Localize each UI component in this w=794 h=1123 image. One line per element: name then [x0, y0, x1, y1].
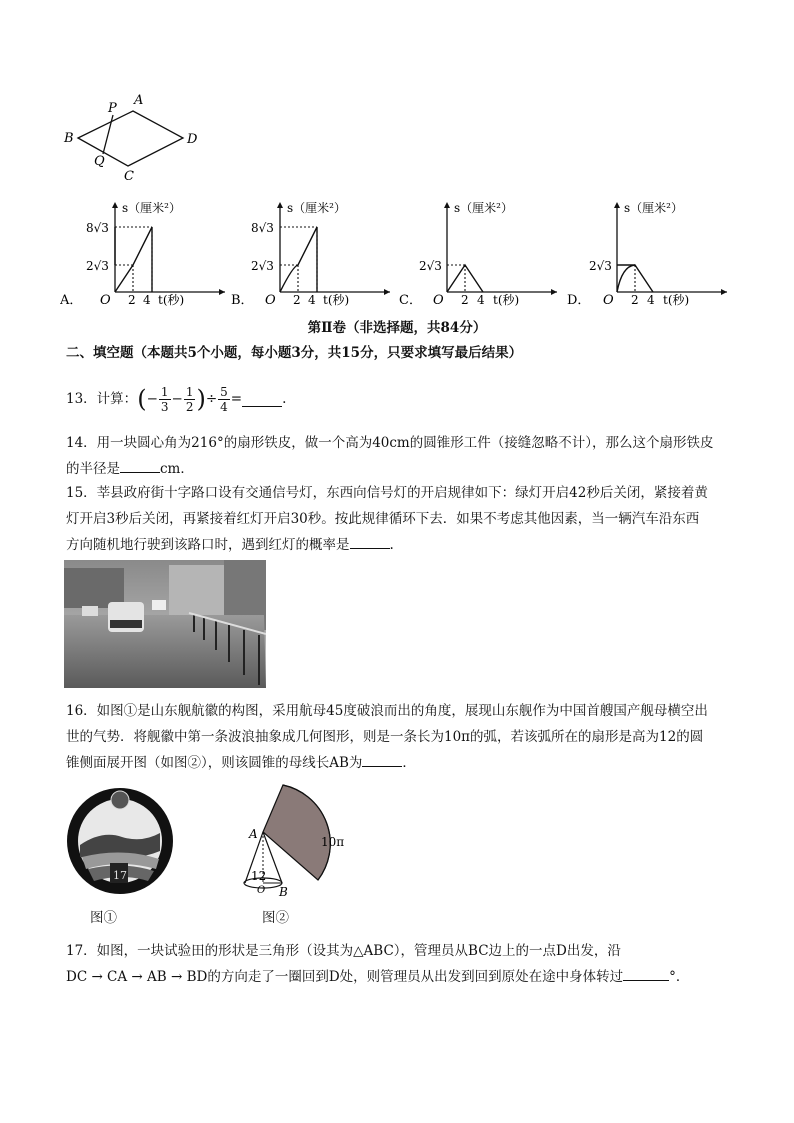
x-axis-label: t(秒) — [663, 293, 690, 307]
option-label-b: B． — [231, 293, 254, 308]
question-16: 16．如图①是山东舰航徽的构图，采用航母45度破浪而出的角度，展现山东舰作为中国首艘国产舰母横空出 世的气势．将舰徽中第一条波浪抽象成几何图形，则是一条长为10π的弧，若该弧所在的扇形是高为12的圆 锥侧面展开图（如图②），则该圆锥的母线长AB为 ． — [66, 698, 708, 776]
graph-option-c — [397, 196, 567, 311]
rhombus-figure — [60, 86, 210, 186]
y-tick-low: 2√3 — [419, 259, 442, 273]
cone-sector-figure — [235, 780, 355, 910]
graph-option-b — [225, 196, 395, 311]
answer-blank-15[interactable] — [350, 534, 390, 549]
y-axis-label: s（厘米²） — [122, 201, 181, 215]
x-tick-2: 2 — [631, 293, 639, 307]
x-axis-label: t(秒) — [323, 293, 350, 307]
origin-label: O — [100, 293, 111, 308]
x-tick-4: 4 — [647, 293, 655, 307]
street-photo — [64, 560, 266, 688]
label-Q: Q — [94, 154, 105, 169]
x-axis-label: t(秒) — [158, 293, 185, 307]
arc-label: 10π — [321, 835, 345, 849]
y-tick-low: 2√3 — [251, 259, 274, 273]
fraction-1: $\frac{1}{3}$ — [160, 384, 169, 414]
q15-line1: 15．莘县政府街十字路口设有交通信号灯，东西向信号灯的开启规律如下：绿灯开启42秒后关闭，紧接着黄 — [66, 485, 708, 501]
left-paren: ( — [137, 385, 147, 413]
label-B: B — [64, 131, 74, 146]
q16-line1: 16．如图①是山东舰航徽的构图，采用航母45度破浪而出的角度，展现山东舰作为中国首艘国产舰母横空出 — [66, 703, 708, 719]
height-label: 12 — [251, 869, 267, 883]
answer-blank-13[interactable] — [242, 392, 282, 407]
y-tick-low: 2√3 — [589, 259, 612, 273]
y-tick-high: 8√3 — [86, 221, 109, 235]
x-tick-2: 2 — [461, 293, 469, 307]
point-O-label: O — [257, 885, 266, 896]
option-label-a: A． — [60, 293, 83, 308]
svg-text:17: 17 — [113, 869, 127, 882]
label-D: D — [187, 132, 198, 147]
q17-line1: 17．如图，一块试验田的形状是三角形（设其为△ABC），管理员从BC边上的一点D出发，沿 — [66, 943, 621, 959]
section2-heading: 二、填空题（本题共5个小题，每小题3分，共15分，只要求填写最后结果） — [66, 345, 523, 361]
option-label-d: D． — [567, 293, 591, 308]
part2-title: 第Ⅱ卷（非选择题，共84分） — [307, 320, 487, 336]
question-17: 17．如图，一块试验田的形状是三角形（设其为△ABC），管理员从BC边上的一点D出发，沿 DC → CA → AB → BD的方向走了一圈回到D处，则管理员从出发到回到原处在途中身体转过 °． — [66, 938, 689, 990]
label-A: A — [134, 93, 144, 108]
answer-blank-14[interactable] — [120, 458, 160, 473]
graph-option-d — [565, 196, 735, 311]
shandong-emblem-figure — [62, 785, 182, 900]
q14-line1: 14．用一块圆心角为216°的扇形铁皮，做一个高为40cm的圆锥形工件（接缝忽略不计），那么这个扇形铁皮 — [66, 435, 714, 451]
label-C: C — [124, 169, 134, 184]
question-13: 13．计算： ( − $\frac{1}{3}$ − $\frac{1}{2}$ ) ÷ $\frac{5}{4}$ = . — [66, 384, 287, 414]
point-A-label: A — [249, 827, 258, 841]
x-axis-label: t(秒) — [493, 293, 520, 307]
x-tick-4: 4 — [477, 293, 485, 307]
fraction-3: $\frac{5}{4}$ — [220, 384, 228, 414]
question-14: 14．用一块圆心角为216°的扇形铁皮，做一个高为40cm的圆锥形工件（接缝忽略不计），那么这个扇形铁皮 的半径是 cm． — [66, 430, 714, 482]
label-P: P — [108, 101, 117, 116]
y-axis-label: s（厘米²） — [287, 201, 346, 215]
origin-label: O — [433, 293, 444, 308]
graph-option-a — [60, 196, 230, 311]
answer-blank-17[interactable] — [623, 966, 669, 981]
answer-blank-16[interactable] — [362, 752, 402, 767]
q16-line2: 世的气势．将舰徽中第一条波浪抽象成几何图形，则是一条长为10π的弧，若该弧所在的扇形是高为12的圆 — [66, 729, 704, 745]
fig2-caption: 图② — [262, 910, 289, 926]
x-tick-2: 2 — [128, 293, 136, 307]
x-tick-4: 4 — [143, 293, 151, 307]
q15-line2: 灯开启3秒后关闭，再紧接着红灯开启30秒。按此规律循环下去．如果不考虑其他因素，当一辆汽车沿东西 — [66, 511, 700, 527]
right-paren: ) — [196, 385, 206, 413]
fig1-caption: 图① — [90, 910, 117, 926]
q13-prefix: 13．计算： — [66, 391, 138, 407]
y-axis-label: s（厘米²） — [454, 201, 513, 215]
option-label-c: C． — [399, 293, 422, 308]
x-tick-4: 4 — [308, 293, 316, 307]
point-B-label: B — [279, 885, 288, 899]
y-tick-low: 2√3 — [86, 259, 109, 273]
y-axis-label: s（厘米²） — [624, 201, 683, 215]
origin-label: O — [603, 293, 614, 308]
question-15: 15．莘县政府街十字路口设有交通信号灯，东西向信号灯的开启规律如下：绿灯开启42秒后关闭，紧接着黄 灯开启3秒后关闭，再紧接着红灯开启30秒。按此规律循环下去．如果不考虑其他因素，当一辆汽车沿东西 方向随机地行驶到该路口时，遇到红灯的概率是 . — [66, 480, 708, 558]
origin-label: O — [265, 293, 276, 308]
y-tick-high: 8√3 — [251, 221, 274, 235]
fraction-2: $\frac{1}{2}$ — [185, 384, 194, 414]
x-tick-2: 2 — [293, 293, 301, 307]
